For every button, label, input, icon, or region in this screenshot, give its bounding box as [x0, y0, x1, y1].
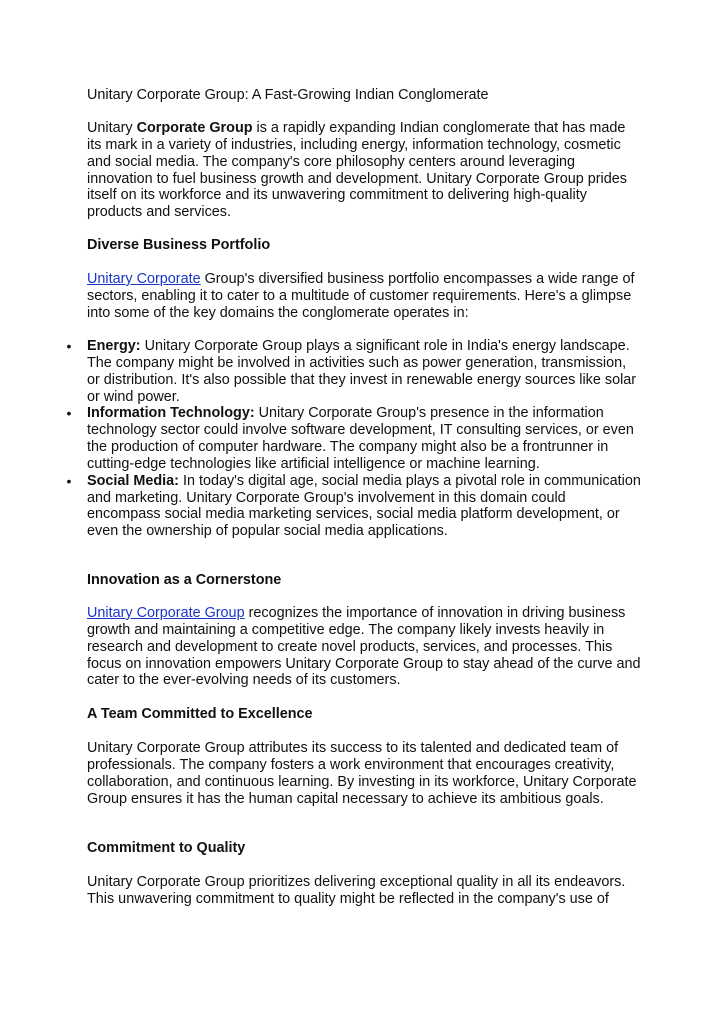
bullet-icon: •	[66, 472, 72, 489]
intro-bold: Corporate Group	[136, 120, 253, 136]
list-item-information-technology	[66, 405, 642, 472]
list-item-text: Unitary Corporate Group plays a significant role in India's energy landscape. The company might be involved in activities such as power generation, transmission, or distribution. It's also possible that they invest in renewable energy sources like solar or wind power.	[87, 338, 637, 405]
heading-portfolio: Diverse Business Portfolio	[87, 237, 271, 253]
list-item-text: Unitary Corporate Group's presence in the information technology sector could involve software development, IT consulting services, or even the production of computer hardware. The company might also be a frontrunner in cutting-edge technologies like artificial intelligence or machine learning.	[87, 405, 634, 472]
bullet-icon: •	[66, 338, 72, 354]
document-title: Unitary Corporate Group: A Fast-Growing Indian Conglomerate	[87, 87, 489, 103]
bullet-icon: •	[66, 405, 72, 422]
heading-innovation: Innovation as a Cornerstone	[87, 572, 282, 588]
intro-rest: is a rapidly expanding Indian conglomerate that has made its mark in a variety of industries, including energy, information technology, cosmetic and social media. The company's core philosophy centers around leveraging innovation to fuel business growth and development. Unitary Corporate Group prides itself on its workforce and its unwavering commitment to delivering high-quality products and services.	[87, 120, 627, 221]
innovation-paragraph	[87, 605, 642, 689]
list-item-label: Information Technology:	[87, 405, 255, 422]
list-item-label: Social Media:	[87, 472, 179, 489]
portfolio-text: Group's diversified business portfolio encompasses a wide range of sectors, enabling it to cater to a multitude of customer requirements. Here's a glimpse into some of the key domains the conglomerate operates in:	[87, 271, 635, 321]
innovation-text: recognizes the importance of innovation in driving business growth and maintaining a competitive edge. The company likely invests heavily in research and development to create novel products, services, and processes. This focus on innovation empowers Unitary Corporate Group to stay ahead of the curve and cater to the ever-evolving needs of its customers.	[87, 605, 641, 689]
unitary-corporate-group-link[interactable]: Unitary Corporate Group	[87, 605, 245, 621]
list-item-social-media	[66, 472, 642, 540]
list-item-text: In today's digital age, social media plays a pivotal role in communication and marketing. Unitary Corporate Group's involvement in this domain could encompass social media marketing services, social media platform development, or even the ownership of popular social media applications.	[87, 472, 641, 540]
heading-team: A Team Committed to Excellence	[87, 706, 313, 722]
list-item-energy	[66, 338, 642, 405]
quality-paragraph: Unitary Corporate Group prioritizes delivering exceptional quality in all its endeavors. This unwavering commitment to quality might be reflected in the company's use of	[87, 874, 626, 907]
intro-paragraph	[87, 120, 642, 221]
portfolio-paragraph	[87, 271, 642, 322]
heading-quality: Commitment to Quality	[87, 840, 246, 856]
list-item-label: Energy:	[87, 338, 141, 354]
team-paragraph: Unitary Corporate Group attributes its success to its talented and dedicated team of professionals. The company fosters a work environment that encourages creativity, collaboration, and continuous learning. By investing in its workforce, Unitary Corporate Group ensures it has the human capital necessary to achieve its ambitious goals.	[87, 740, 637, 807]
intro-lead: Unitary	[87, 120, 137, 136]
unitary-corporate-link[interactable]: Unitary Corporate	[87, 271, 201, 287]
domain-list	[66, 338, 642, 540]
